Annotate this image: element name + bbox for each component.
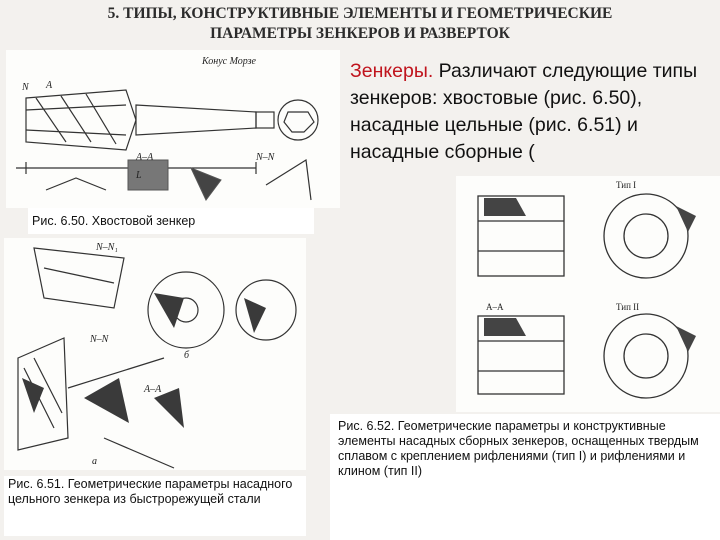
slide-title-line2: ПАРАМЕТРЫ ЗЕНКЕРОВ И РАЗВЕРТОК (210, 25, 510, 42)
label-section-nn: N–N (256, 152, 275, 163)
label-type-2: Тип II (616, 302, 640, 312)
label-section-nn: N–N (90, 334, 109, 345)
label-section-nn1: N–N₁ (96, 242, 118, 253)
label-length-l: L (136, 170, 142, 181)
slide-title-line1: 5. ТИПЫ, КОНСТРУКТИВНЫЕ ЭЛЕМЕНТЫ И ГЕОМЕТРИЧЕСКИЕ (107, 5, 613, 22)
label-n: N (22, 82, 29, 93)
shell-countersink-drawing (4, 238, 306, 470)
body-highlight: Зенкеры. (350, 60, 434, 82)
label-section-aa-2: А–А (486, 302, 504, 312)
label-a: А (46, 80, 53, 91)
caption-fig-6-51: Рис. 6.51. Геометрические параметры насадного цельного зенкера из быстрорежущей стали (4, 476, 306, 536)
label-section-aa: А–А (144, 384, 162, 395)
label-morse-taper: Конус Морзе (202, 56, 256, 67)
caption-fig-6-52: Рис. 6.52. Геометрические параметры и конструктивные элементы насадных сборных зенкеров, оснащенных твердым сплавом с креплением рифлениями (тип I) и рифлениями и клином (тип II) (338, 419, 699, 478)
figure-shell-countersink (4, 238, 306, 470)
caption-fig-6-50: Рис. 6.50. Хвостовой зенкер (28, 208, 314, 234)
label-view-b: б (184, 350, 190, 361)
assembled-countersinks-drawing (456, 176, 720, 412)
label-type-1: Тип I (616, 180, 637, 190)
shank-countersink-drawing (6, 50, 340, 208)
body-text: Различают следующие типы зенкеров: хвостовые (рис. 6.50), насадные цельные (рис. 6.51) и насадные сборные ( (350, 60, 698, 163)
figure-assembled-countersinks (456, 176, 720, 412)
body-paragraph (350, 58, 716, 166)
label-section-aa: А–А (136, 152, 154, 163)
figure-shank-countersink (6, 50, 340, 208)
label-view-a: а (92, 456, 97, 467)
slide-title (0, 4, 720, 44)
